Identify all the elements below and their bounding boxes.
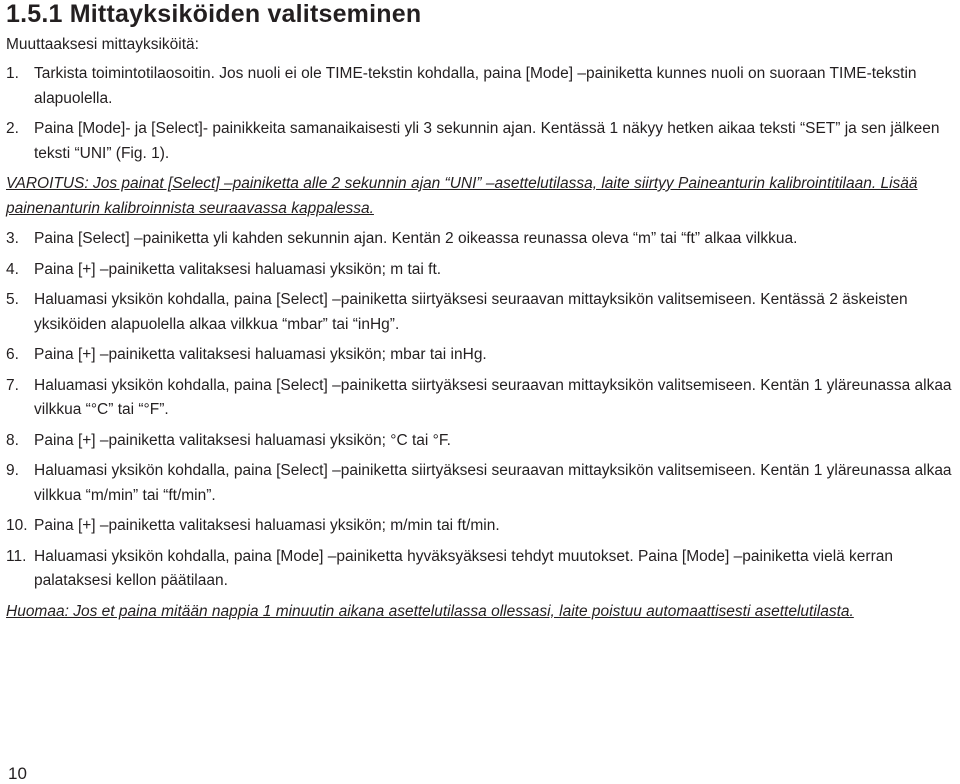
section-heading: 1.5.1 Mittayksiköiden valitseminen	[6, 0, 422, 28]
step-text: Paina [+] –painiketta valitaksesi haluamasi yksikön; mbar tai inHg.	[34, 346, 487, 363]
step-text: Paina [Select] –painiketta yli kahden sekunnin ajan. Kentän 2 oikeassa reunassa oleva “m” tai “ft” alkaa vilkkua.	[34, 230, 798, 247]
document-page	[6, 0, 956, 624]
step-text: Paina [+] –painiketta valitaksesi haluamasi yksikön; °C tai °F.	[34, 431, 451, 449]
step-number: 5.	[6, 291, 19, 308]
step-text: Haluamasi yksikön kohdalla, paina [Select] –painiketta siirtyäksesi seuraavan mittayksikön valitsemiseen. Kentässä 2 äskeisten yksiköiden alapuolella alkaa vilkkua “mbar” tai “inHg”.	[34, 291, 908, 333]
step-number: 1.	[6, 65, 19, 82]
steps-list-a	[6, 62, 956, 166]
step-item	[6, 258, 956, 283]
page-number: 10	[8, 764, 27, 783]
step-text: Paina [Mode]- ja [Select]- painikkeita samanaikaisesti yli 3 sekunnin ajan. Kentässä 1 näkyy hetken aikaa teksti “SET” ja sen jälkeen teksti “UNI” (Fig. 1).	[34, 120, 940, 162]
step-item	[6, 343, 956, 368]
step-text: Haluamasi yksikön kohdalla, paina [Mode] –painiketta hyväksyäksesi tehdyt muutokset. Paina [Mode] –painiketta vielä kerran palataksesi kellon päätilaan.	[34, 547, 893, 589]
step-item	[6, 62, 956, 111]
step-number: 7.	[6, 376, 19, 394]
step-text: Tarkista toimintotilaosoitin. Jos nuoli ei ole TIME-tekstin kohdalla, paina [Mode] –painiketta kunnes nuoli on suoraan TIME-tekstin alapuolella.	[34, 65, 917, 107]
step-text: Haluamasi yksikön kohdalla, paina [Select] –painiketta siirtyäksesi seuraavan mittayksikön valitsemiseen. Kentän 1 yläreunassa alkaa vilkkua “m/min” tai “ft/min”.	[34, 462, 952, 504]
step-text: Haluamasi yksikön kohdalla, paina [Select] –painiketta siirtyäksesi seuraavan mittayksikön valitsemiseen. Kentän 1 yläreunassa alkaa vilkkua “°C” tai “°F”.	[34, 376, 952, 418]
step-number: 6.	[6, 346, 19, 363]
step-text: Paina [+] –painiketta valitaksesi haluamasi yksikön; m/min tai ft/min.	[34, 517, 500, 534]
footnote: Huomaa: Jos et paina mitään nappia 1 minuutin aikana asettelutilassa ollessasi, laite poistuu automaattisesti asettelutilasta.	[6, 602, 854, 620]
step-item	[6, 459, 956, 508]
step-item	[6, 545, 956, 594]
step-number: 11.	[6, 547, 27, 565]
step-text: Paina [+] –painiketta valitaksesi haluamasi yksikön; m tai ft.	[34, 260, 442, 278]
step-item	[6, 117, 956, 166]
step-item	[6, 374, 956, 423]
step-item	[6, 288, 956, 337]
step-number: 10.	[6, 517, 28, 534]
steps-list-b	[6, 227, 956, 594]
step-item	[6, 429, 956, 454]
step-number: 8.	[6, 431, 19, 449]
step-number: 4.	[6, 260, 19, 278]
warning-note: VAROITUS: Jos painat [Select] –painiketta alle 2 sekunnin ajan “UNI” –asettelutilassa, laite siirtyy Paineanturin kalibrointitilaan. Lisää painenanturin kalibroinnista seuraavassa kappalessa.	[6, 175, 918, 217]
step-number: 9.	[6, 462, 19, 479]
step-number: 3.	[6, 230, 19, 247]
intro-text: Muuttaaksesi mittayksiköitä:	[6, 36, 199, 53]
step-number: 2.	[6, 120, 19, 137]
step-item	[6, 227, 956, 252]
step-item	[6, 514, 956, 539]
